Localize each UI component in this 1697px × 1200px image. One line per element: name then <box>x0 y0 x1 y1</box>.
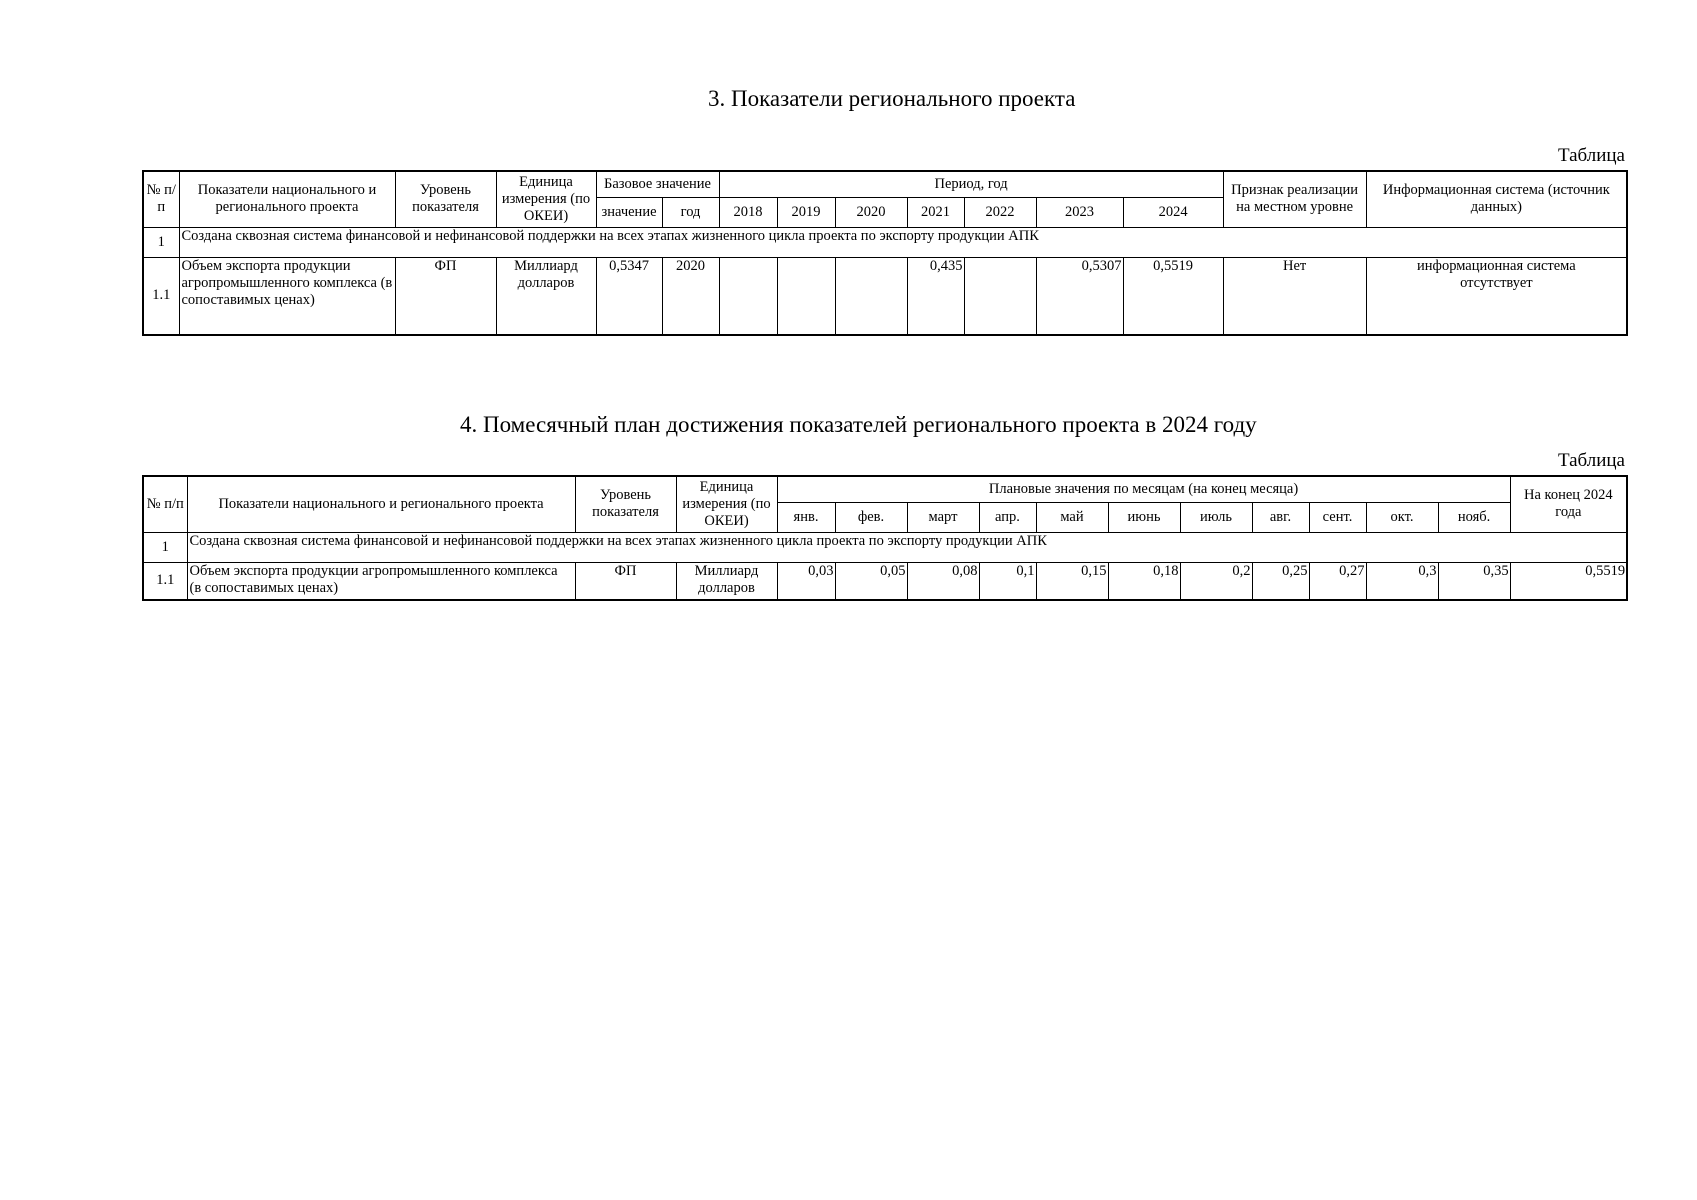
row-indicator: Объем экспорта продукции агропромышленного комплекса (в сопоставимых ценах) <box>179 257 395 335</box>
row-unit: Миллиард долларов <box>496 257 596 335</box>
data-row <box>143 257 1627 335</box>
monthly-plan-table <box>142 475 1628 601</box>
row-level: ФП <box>395 257 496 335</box>
header-year: 2021 <box>907 197 964 227</box>
header-base-value: значение <box>596 197 662 227</box>
row-month-value: 0,05 <box>835 562 907 600</box>
header-level: Уровень показателя <box>395 171 496 227</box>
row-year-value: 0,435 <box>907 257 964 335</box>
header-local: Признак реализации на местном уровне <box>1223 171 1366 227</box>
section3-table-label: Таблица <box>1557 145 1625 166</box>
header-month: сент. <box>1309 502 1366 532</box>
header-year: 2018 <box>719 197 777 227</box>
header-year: 2022 <box>964 197 1036 227</box>
header-level: Уровень показателя <box>575 476 676 532</box>
header-year: 2020 <box>835 197 907 227</box>
row-month-value: 0,1 <box>979 562 1036 600</box>
header-month: нояб. <box>1438 502 1510 532</box>
section3-title: 3. Показатели регионального проекта <box>708 86 1076 111</box>
section4-table-label: Таблица <box>1557 450 1625 471</box>
row-num: 1.1 <box>143 257 179 335</box>
header-indicator: Показатели национального и регионального проекта <box>179 171 395 227</box>
row-month-value: 0,15 <box>1036 562 1108 600</box>
row-month-value: 0,27 <box>1309 562 1366 600</box>
header-month: окт. <box>1366 502 1438 532</box>
row-year-value: 0,5307 <box>1036 257 1123 335</box>
row-year-value <box>719 257 777 335</box>
header-base-year: год <box>662 197 719 227</box>
header-infosys: Информационная система (источник данных) <box>1366 171 1627 227</box>
row-month-value: 0,25 <box>1252 562 1309 600</box>
row-month-value: 0,08 <box>907 562 979 600</box>
row-month-value: 0,2 <box>1180 562 1252 600</box>
group-num: 1 <box>143 532 187 562</box>
header-row <box>143 476 1627 502</box>
group-row <box>143 227 1627 257</box>
group-row <box>143 532 1627 562</box>
row-year-value <box>777 257 835 335</box>
row-year-value: 0,5519 <box>1123 257 1223 335</box>
row-end-value: 0,5519 <box>1510 562 1627 600</box>
header-end: На конец 2024 года <box>1510 476 1627 532</box>
row-level: ФП <box>575 562 676 600</box>
header-indicator: Показатели национального и регионального проекта <box>187 476 575 532</box>
row-year-value <box>964 257 1036 335</box>
header-num: № п/п <box>143 476 187 532</box>
header-month: янв. <box>777 502 835 532</box>
row-num: 1.1 <box>143 562 187 600</box>
header-num: № п/п <box>143 171 179 227</box>
header-month: май <box>1036 502 1108 532</box>
header-base: Базовое значение <box>596 171 719 197</box>
row-month-value: 0,03 <box>777 562 835 600</box>
header-year: 2023 <box>1036 197 1123 227</box>
header-year: 2019 <box>777 197 835 227</box>
header-month: июнь <box>1108 502 1180 532</box>
row-month-value: 0,18 <box>1108 562 1180 600</box>
header-month: март <box>907 502 979 532</box>
row-local: Нет <box>1223 257 1366 335</box>
header-unit: Единица измерения (по ОКЕИ) <box>496 171 596 227</box>
group-num: 1 <box>143 227 179 257</box>
header-unit: Единица измерения (по ОКЕИ) <box>676 476 777 532</box>
indicators-table <box>142 170 1628 336</box>
header-monthly: Плановые значения по месяцам (на конец месяца) <box>777 476 1510 502</box>
row-year-value <box>835 257 907 335</box>
header-month: авг. <box>1252 502 1309 532</box>
row-unit: Миллиард долларов <box>676 562 777 600</box>
header-month: апр. <box>979 502 1036 532</box>
data-row <box>143 562 1627 600</box>
header-year: 2024 <box>1123 197 1223 227</box>
row-indicator: Объем экспорта продукции агропромышленного комплекса (в сопоставимых ценах) <box>187 562 575 600</box>
row-base-year: 2020 <box>662 257 719 335</box>
row-month-value: 0,3 <box>1366 562 1438 600</box>
row-month-value: 0,35 <box>1438 562 1510 600</box>
group-text: Создана сквозная система финансовой и нефинансовой поддержки на всех этапах жизненного цикла проекта по экспорту продукции АПК <box>179 227 1627 257</box>
header-row <box>143 171 1627 197</box>
header-period: Период, год <box>719 171 1223 197</box>
section4-title: 4. Помесячный план достижения показателей регионального проекта в 2024 году <box>460 412 1257 437</box>
row-base-value: 0,5347 <box>596 257 662 335</box>
row-infosys: информационная система отсутствует <box>1366 257 1627 335</box>
header-month: июль <box>1180 502 1252 532</box>
group-text: Создана сквозная система финансовой и нефинансовой поддержки на всех этапах жизненного цикла проекта по экспорту продукции АПК <box>187 532 1627 562</box>
header-month: фев. <box>835 502 907 532</box>
